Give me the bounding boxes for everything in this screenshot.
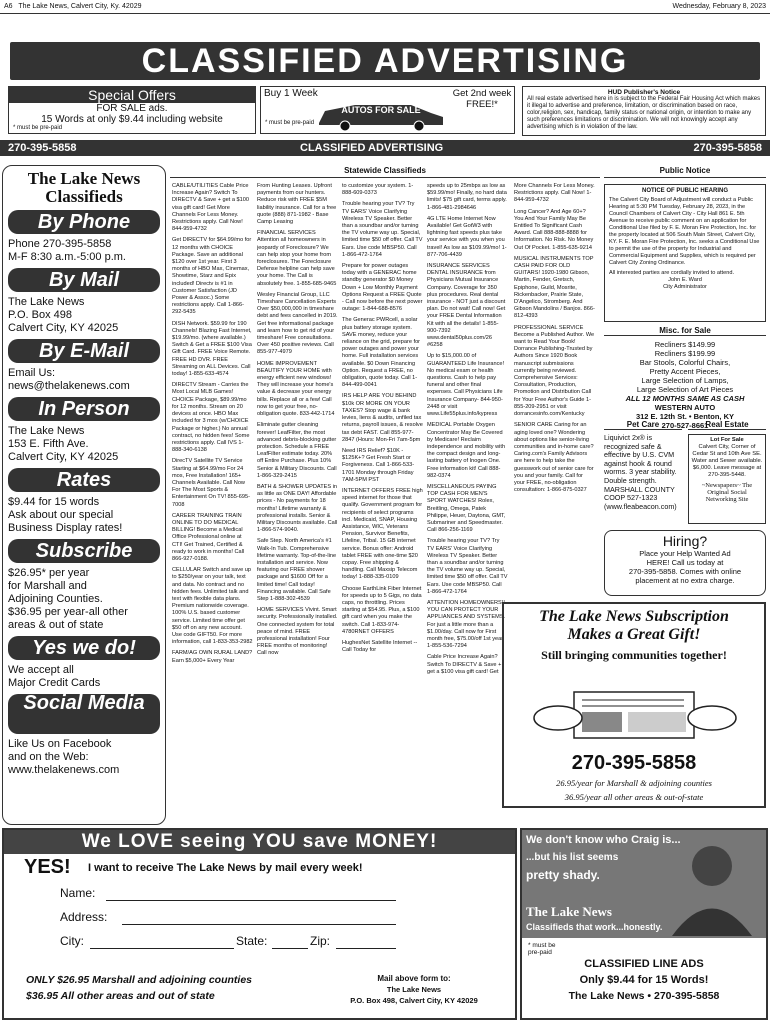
classified-ad: From Hunting Leases. Upfront payments from our hunters. Reduce risk with FREE $5M liability insurance. Call for a free quote (888) 871-1982 - Base Camp Leasing — [257, 183, 337, 226]
hiring-line: HERE! Call us today at — [646, 558, 724, 567]
line-ads-contact: The Lake News • 270-395-5858 — [568, 990, 720, 1002]
phone-bar — [0, 140, 770, 156]
page-number: A6 — [4, 3, 13, 10]
classified-ad: MEDICAL Portable Oxygen Concentrator May Be Covered by Medicare! Reclaim independence and mobility with the compact design and long-lasting battery of Inogen One. Free information kit! Call 888-982-0374 — [427, 422, 506, 479]
subscription-form — [2, 828, 517, 1020]
credit-line: We accept all — [8, 664, 74, 676]
special-offers-title: Special Offers — [9, 87, 255, 103]
classified-ad: CELLULAR Switch and save up to $250/year on your talk, text and data. No contract and no hidden fees. Unlimited talk and text with flexible data plans. Premium nationwide coverage. 100% U.S. based customer service. Limited time offer get $50 off on any new account. Use code GIFT50. For more information, call 1-833-353-2982 — [172, 567, 253, 646]
classified-ad: speeds up to 25mbps as low as $59.99/mo! Finally, no hard data limits! $75 gift card, terms apply. 1-866-481-2984646 — [427, 183, 507, 211]
classified-ad: to customize your system. 1-888-609-0373 — [342, 183, 414, 197]
by-email-header: By E-Mail — [8, 339, 160, 363]
issue-date: Wednesday, February 8, 2023 — [672, 3, 766, 10]
classified-ad: MUSICAL INSTRUMENTS TOP CASH PAID FOR OLD GUITARS! 1920-1980 Gibson, Martin, Fender, Gretsch, Epiphone, Guild, Mosrite, Rickenbacker, Prairie State, D'Angelico, Stromberg. And Gibson Mandolins / Banjos. 866-812-4393 — [514, 255, 595, 320]
real-estate-ad — [688, 434, 766, 524]
promo-title: The Lake News Subscription Makes a Great Gift! — [539, 608, 729, 643]
notice-signer-title: City Administrator — [663, 284, 707, 290]
classified-ad: CABLE/UTILITIES Cable Price Increase Again? Switch To DIRECTV & Save + get a $100 visa gift card! Get More Channels For Less Money. Restrictions apply. Call Now! 844-959-4732 — [172, 183, 249, 233]
yes-we-do-header: Yes we do! — [8, 636, 160, 660]
car-icon — [315, 99, 447, 131]
mail-form-name: The Lake News — [386, 985, 442, 994]
zip-label: Zip: — [310, 934, 331, 948]
offer-local: ONLY $26.95 Marshall and adjoining counties — [26, 974, 253, 986]
classifieds-info-sidebar — [2, 165, 166, 825]
notice-text: The Calvert City Board of Adjustment will conduct a Public Hearing at 5:30 PM Tuesday, February 28, 2023, in the Council Chambers of Calvert City - City Hall 861 E. 5th Avenue to receive public comment on an application for Conditional Use filed by F. E. Moran Fire Protection, Inc. for the property located at 506 South Main Street, Calvert City, KY. F. E. Moran Fire Protection, Inc. seeks a Conditional Use to permit the use of the property for Industrial and Commercial Equipment and Supplies, which is required per Calvert City Zoning Ordinance. — [609, 197, 760, 266]
classified-ad: Eliminate gutter cleaning forever! LeafFilter, the most advanced debris-blocking gutter protection. Schedule a FREE LeafFilter estimate today. 20% off Entire Purchase. Plus 10% Senior & Military Discounts. Call 1-866-329-2415 — [257, 422, 337, 479]
misc-line: Large Selection of Art Pieces — [636, 385, 734, 394]
classified-ad: ATTENTION HOMEOWNERS!! YOU CAN PROTECT YOUR APPLIANCES AND SYSTEMS. For just a little more than a $1.00/day. Call now for First month free, $75.00/off 1st year. 1-855-536-7294 — [427, 599, 506, 650]
bar-phone-right: 270-395-5858 — [693, 142, 762, 154]
credit-line: Major Credit Cards — [8, 677, 101, 689]
classified-ad: DISH Network. $59.99 for 190 Channels! Blazing Fast Internet, $19.99/mo. (where available.) Switch & Get a FREE $100 Visa Gift Card. FREE Voice Remote. FREE HD DVR. FREE Streaming on ALL Devices. Call today! 1-855-633-4574 — [172, 320, 252, 378]
notice-signer: John E. Ward — [668, 277, 702, 283]
classified-ad: FINANCIAL SERVICES Attention all homeowners in jeopardy of Foreclosure? We can help stop your home from foreclosures. The Foreclosure Defense helpline can help save your home. The Call is absolutely free. 1-855-685-9465 — [257, 230, 337, 287]
misc-line: Large Selection of Lamps, — [641, 376, 729, 385]
email-line: Email Us: — [8, 367, 56, 379]
rates-line: Business Display rates! — [8, 522, 123, 534]
classified-ad: Up to $15,000.00 of GUARANTEED Life Insurance! No medical exam or health questions. Cash to help pay funeral and other final expenses. Call Physicians Life Insurance Company- 844-950-2448 or visit www.Life55plus.info/kypress — [427, 353, 505, 418]
special-offers-box — [8, 86, 256, 134]
pet-care-ad: Liquivict 2x® is recognized safe & effective by U.S. CVM against hook & round worms. 3 year stability. Double strength. MARSHALL COUNTY COOP 527-1323 (www.fleabeacon.com) — [604, 433, 677, 511]
classified-ad: FARM/AG OWN RURAL LAND? Earn $5,000+ Every Year — [172, 650, 253, 664]
classified-ad: Wesley Financial Group, LLC Timeshare Cancellation Experts Over $50,000,000 in timeshare debt and fees cancelled in 2019. Get free informational package and learn how to get rid of your timeshare! Free consultations. Over 450 positive reviews. Call 855-977-4979 — [257, 291, 338, 356]
special-note: * must be pre-paid — [13, 125, 63, 131]
car-label: AUTOS FOR SALE — [341, 105, 421, 115]
email-address[interactable]: news@thelakenews.com — [8, 380, 130, 392]
classified-ad: DIRECTV Stream - Carries the Most Local MLB Games! CHOICE Package, $89.99/mo for 12 months. Stream on 20 devices at once. HBO Max included for 3 mos (w/CHOICE Package or higher.) No annual contract, no hidden fees! Some restrictions apply. Call IVS 1-888-340-6138 — [172, 382, 250, 454]
subscription-gift-ad — [502, 602, 766, 808]
special-line-1: FOR SALE ads. — [96, 103, 168, 114]
hud-title: HUD Publisher's Notice — [607, 89, 681, 96]
promo-rate-2: 36.95/year all other areas & out-of-state — [564, 792, 704, 802]
subscribe-line: $36.95 per year-all other — [8, 606, 128, 618]
classified-ad: More Channels For Less Money. Restrictions apply. Call Now! 1-844-959-4732 — [514, 183, 595, 204]
classified-column-1 — [172, 183, 253, 818]
classified-ad: The Generac PWRcell, a solar plus battery storage system. SAVE money, reduce your reliance on the grid, prepare for power outages and power your home. Full installation services available. $0 Down Financing Option. Request a FREE, no obligation, quote today. Call 1-844-499-0041 — [342, 317, 421, 389]
classified-ad: Trouble hearing your TV? Try TV EARS' Voice Clarifying Wireless TV Speaker. Better than a soundbar and/or turning the TV volume way up. Special, limited time $50 off offer. Call TV Ears. Use code MBSP50. Call 1-866-472-1764 — [427, 538, 508, 595]
lot-text: Calvert City, Corner of Cedar St and 10th Ave SE. Water and Sewer available. $6,000. Leave message at 270-395-5448. — [691, 444, 763, 478]
mail-form-to: Mail above form to: — [377, 974, 451, 983]
bar-phone-left: 270-395-5858 — [8, 142, 77, 154]
sidebar-title: The Lake News Classifieds — [27, 169, 141, 206]
classified-column-3 — [342, 183, 423, 818]
misc-for-sale-header: Misc. for Sale — [604, 326, 766, 336]
promo-tagline: Still bringing communities together! — [541, 648, 727, 662]
craig-line-3: pretty shady. — [526, 868, 600, 882]
public-hearing-notice — [604, 184, 766, 322]
by-phone-header: By Phone — [8, 210, 160, 234]
in-person-header: In Person — [8, 397, 160, 421]
misc-line: ALL 12 MONTHS SAME AS CASH — [625, 394, 745, 403]
classified-ad: IRS HELP ARE YOU BEHIND $10k OR MORE ON YOUR TAXES? Stop wage & bank levies, liens & audits, unfiled tax returns, payroll issues, & resolve tax debt FAST. Call 855-977-2847 (Hours: Mon-Fri 7am-5pm — [342, 393, 423, 443]
promo-rate-1: 26.95/year for Marshall & adjoining counties — [556, 778, 712, 788]
person-line: The Lake News — [8, 425, 85, 437]
city-label: City: — [60, 934, 84, 948]
paper-name: The Lake News, Calvert City, Ky. 42029 — [18, 3, 142, 10]
rates-header: Rates — [8, 468, 160, 492]
subscribe-line: for Marshall and — [8, 580, 87, 592]
name-field[interactable] — [106, 900, 396, 901]
craig-paper: The Lake News — [526, 904, 612, 919]
classified-ad: Safe Step. North America's #1 Walk-In Tub. Comprehensive lifetime warranty. Top-of-the-line installation and service. Now featuring our FREE shower package and $1600 Off for a limited time! Call today! Financing available. Call Safe Step 1-888-302-4539 — [257, 538, 337, 602]
classified-ad: BATH & SHOWER UPDATES in as little as ONE DAY! Affordable prices - No payments for 18 months! Lifetime warranty & professional installs. Senior & Military Discounts available. Call 1-866-574-9040. — [257, 483, 338, 534]
classified-ad: HOME SERVICES Vivint. Smart security. Professionally installed. One connected system for total peace of mind. FREE professional installation! Four FREE months of monitoring! Call now — [257, 607, 338, 657]
line-ads-title: CLASSIFIED LINE ADS — [584, 958, 704, 970]
person-line: 153 E. Fifth Ave. — [8, 438, 89, 450]
office-hours: M-F 8:30 a.m.-5:00 p.m. — [8, 251, 126, 263]
mail-form-address: P.O. Box 498, Calvert City, KY 42029 — [350, 996, 478, 1005]
misc-line: Pretty Accent Pieces, — [649, 367, 721, 376]
misc-line: 270-527-8661 — [661, 421, 709, 430]
craig-line-2: ...but his list seems — [526, 852, 619, 863]
bar-title: CLASSIFIED ADVERTISING — [300, 142, 444, 154]
rates-line: $9.44 for 15 words — [8, 496, 100, 508]
network-slogan: ~Newspapers~ The Original Social Networking Site — [701, 482, 753, 503]
misc-line: 312 E. 12th St. • Benton, KY — [635, 412, 735, 421]
craig-slogan: Classifieds that work...honestly. — [526, 922, 663, 932]
classified-ad: PROFESSIONAL SERVICE Become a Published Author. We want to Read Your Book! Dorrance Publishing-Trusted by Authors Since 1920 Book manuscript submissions currently being reviewed. Comprehensive Services: Consultation, Production, Promotion and Distribution Call for Your Free Author's Guide 1-855-209-2951 or visit dorrancesinfo.com/Kentucky — [514, 324, 595, 418]
line-ads-price: Only $9.44 for 15 Words! — [579, 974, 709, 986]
hiring-line: 270-395-5858. Comes with online — [628, 567, 742, 576]
social-line: and on the Web: — [8, 751, 89, 763]
classified-ad: CAREER TRAINING TRAIN ONLINE TO DO MEDICAL BILLING! Become a Medical Office Professional online at CTI! Get Trained, Certified & ready to work in months! Call 866-927-0188. — [172, 512, 245, 562]
misc-line: Bar Stools, Colorful Chairs, — [639, 358, 731, 367]
classified-ad: HughesNet Satellite Internet --Call Today for — [342, 639, 418, 654]
classified-banner: CLASSIFIED ADVERTISING — [10, 42, 760, 80]
promo-phone: 270-395-5858 — [571, 752, 697, 774]
notice-closing: All interested parties are cordially invited to attend. — [609, 270, 734, 276]
rates-line: Ask about our special — [8, 509, 114, 521]
subscribe-line: Adjoining Counties. — [8, 593, 103, 605]
subscribe-header: Subscribe — [8, 539, 160, 563]
offer-other: $36.95 All other areas and out of state — [26, 990, 215, 1002]
classified-ad: MISCELLANEOUS PAYING TOP CASH FOR MEN'S SPORT WATCHES! Rolex, Breitling, Omega, Patek Philippe, Heuer, Daytona, GMT, Submariner and Speedmaster. Call 866-256-1169 — [427, 483, 506, 534]
craig-note: * must be pre-paid — [528, 942, 556, 956]
classified-ad: Cable Price Increase Again? Switch To DIRECTV & Save + get a $100 visa gift card! Get — [427, 654, 502, 675]
misc-line: Recliners $149.99 — [654, 340, 716, 349]
real-estate-header: Real Estate — [688, 420, 766, 430]
social-media-header: Social Media — [8, 694, 160, 734]
classified-column-4 — [427, 183, 508, 818]
person-line: Calvert City, KY 42025 — [8, 451, 119, 463]
free-week-label: Get 2nd week FREE!* — [452, 88, 512, 110]
classified-column-5 — [514, 183, 595, 603]
classified-ad: Choose EarthLink Fiber Internet for speeds up to 5 Gigs, no data caps, no throttling. Prices starting at $54.95. Plus, a $100 gift card when you make the switch. Call 1-833-974-4780RNET OFFERS — [342, 585, 422, 635]
social-line: Like Us on Facebook — [8, 738, 112, 750]
page-folio — [0, 0, 770, 14]
person-silhouette-icon — [642, 836, 762, 936]
hiring-title: Hiring? — [662, 533, 708, 549]
misc-line: WESTERN AUTO — [654, 403, 716, 412]
classified-column-2 — [257, 183, 338, 818]
classified-ad: INTERNET OFFERS FREE high speed internet for those that qualify. Government program for recipients of select programs incl. Medicaid, SNAP, Housing Assistance, WIC, Veterans Pension, Survivor Benefits, Lifeline, Tribal. 15 GB internet service. Bonus offer: Android tablet FREE with one-time $20 copay. Free shipping & handling. Call Maxsip Telecom today! 1-888-335-0109 — [342, 487, 423, 581]
address-label: Address: — [60, 910, 108, 924]
state-label: State: — [236, 934, 268, 948]
classified-ad: Long Cancer? And Age 60+? You And Your Family May Be Entitled To Significant Cash Award. Call 888-888-8888 for Information. No Risk. No Money Out Of Pocket. 1-855-635-9214 — [514, 208, 594, 251]
hud-notice — [522, 86, 766, 136]
classified-ad: SENIOR CARE Caring for an aging loved one? Wondering about options like senior-living communities and in-home care? Caring.com's Family Advisors are here to help take the guesswork out of senior care for you and your family. Call for your FREE, no-obligation consultation: 1-866-875-0327 — [514, 422, 594, 494]
craig-line-1: We don't know who Craig is... — [526, 834, 681, 846]
statewide-header: Statewide Classifieds — [170, 166, 600, 178]
buy-one-week-box — [260, 86, 515, 134]
special-line-2: 15 Words at only $9.44 including website — [41, 114, 223, 125]
address-field[interactable] — [122, 924, 396, 925]
classified-ad: Need IRS Relief? $10K - $125K+? Get Fresh Start or Forgiveness. Call 1-866-533-1701 Monday through Friday 7AM-5PM PST — [342, 447, 415, 483]
buy-note: * must be pre-paid — [265, 120, 315, 126]
classified-ad: Prepare for power outages today with a GENERAC home standby generator $0 Money Down + Low Monthly Payment Options Request a FREE Quote - Call now before the next power outage: 1-844-688-8576 — [342, 263, 423, 313]
mail-line: Calvert City, KY 42025 — [8, 322, 119, 334]
lot-title: Lot For Sale — [710, 437, 744, 443]
zip-field[interactable] — [336, 948, 396, 949]
state-field[interactable] — [272, 948, 308, 949]
mail-line: P.O. Box 498 — [8, 309, 73, 321]
website-link[interactable]: www.thelakenews.com — [8, 764, 120, 776]
name-label: Name: — [60, 886, 96, 900]
hiring-line: Place your Help Wanted Ad — [639, 549, 731, 558]
classified-ad: Get DIRECTV for $64.99/mo for 12 months with CHOICE Package. Save an additional $120 over 1st year. First 3 months of HBO Max, Cinemax, Showtime, Starz and Epix included! Directv is #1 in Customer Satisfaction (JD Power & Assoc.) Some restrictions apply. Call 1-866-292-5435 — [172, 237, 252, 316]
mail-line: The Lake News — [8, 296, 85, 308]
newspaper-hands-illustration — [524, 686, 746, 748]
by-mail-header: By Mail — [8, 268, 160, 292]
craigslist-joke-ad — [520, 828, 768, 1020]
phone-number: Phone 270-395-5858 — [8, 238, 112, 250]
notice-title: NOTICE OF PUBLIC HEARING — [641, 188, 728, 194]
city-field[interactable] — [90, 948, 234, 949]
yes-label: YES! — [24, 856, 71, 878]
hud-text: All real estate advertised here in is subject to the Federal Fair Housing Act which makes it illegal to advertise and preference, limitation, or discrimination based on race, color,religion, sex, handicap, family status or national origin, or intention to make any such preferences limitations or discrimination. We will not knowingly accept any advertising which is in violation of the law. — [527, 96, 761, 130]
save-money-banner: We LOVE seeing YOU save MONEY! — [4, 830, 515, 854]
buy-label: Buy 1 Week — [264, 88, 318, 99]
subscribe-line: $26.95* per year — [8, 567, 90, 579]
hiring-ad — [604, 530, 766, 596]
misc-line: Recliners $199.99 — [654, 349, 716, 358]
classified-ad: DirecTV Satellite TV Service Starting at $64.99/mo For 24 mos, Free Installation! 165+ Channels Available. Call Now For The Most Sports & Entertainment On TV! 855-695-7008 — [172, 458, 250, 508]
subscribe-request: I want to receive The Lake News by mail every week! — [88, 862, 363, 874]
subscribe-line: areas & out of state — [8, 619, 104, 631]
hiring-line: placement at no extra charge. — [635, 576, 735, 585]
pet-care-header: Pet Care — [604, 420, 682, 430]
classified-ad: INSURANCE SERVICES DENTAL INSURANCE from Physicians Mutual Insurance Company. Coverage for 350 plus procedures. Real dental insurance - NOT just a discount plan. Do not wait! Call now! Get your FREE Dental Information Kit with all the details! 1-855-900-7392 www.dental50plus.com/26 #6258 — [427, 263, 506, 349]
classified-ad: HOME IMPROVEMENT BEAUTIFY YOUR HOME with energy efficient new windows! They will increase your home's value & decrease your energy bills. Replace all or a few! Call now to get your free, no-obligation quote. 833-442-1714 — [257, 360, 335, 418]
classified-ad: 4G LTE Home Internet Now Available! Get GotW3 with lightning fast speeds plus take your service with you when you travel! As low as $109.99/mo! 1-877-706-4439 — [427, 215, 507, 258]
classified-ad: Trouble hearing your TV? Try TV EARS' Voice Clarifying Wireless TV Speaker. Better than a soundbar and/or turning the TV volume way up. Special, limited time $50 off offer. Call TV Ears. Use code MBSP50. Call 1-866-472-1764 — [342, 201, 423, 258]
public-notice-header: Public Notice — [604, 166, 766, 178]
